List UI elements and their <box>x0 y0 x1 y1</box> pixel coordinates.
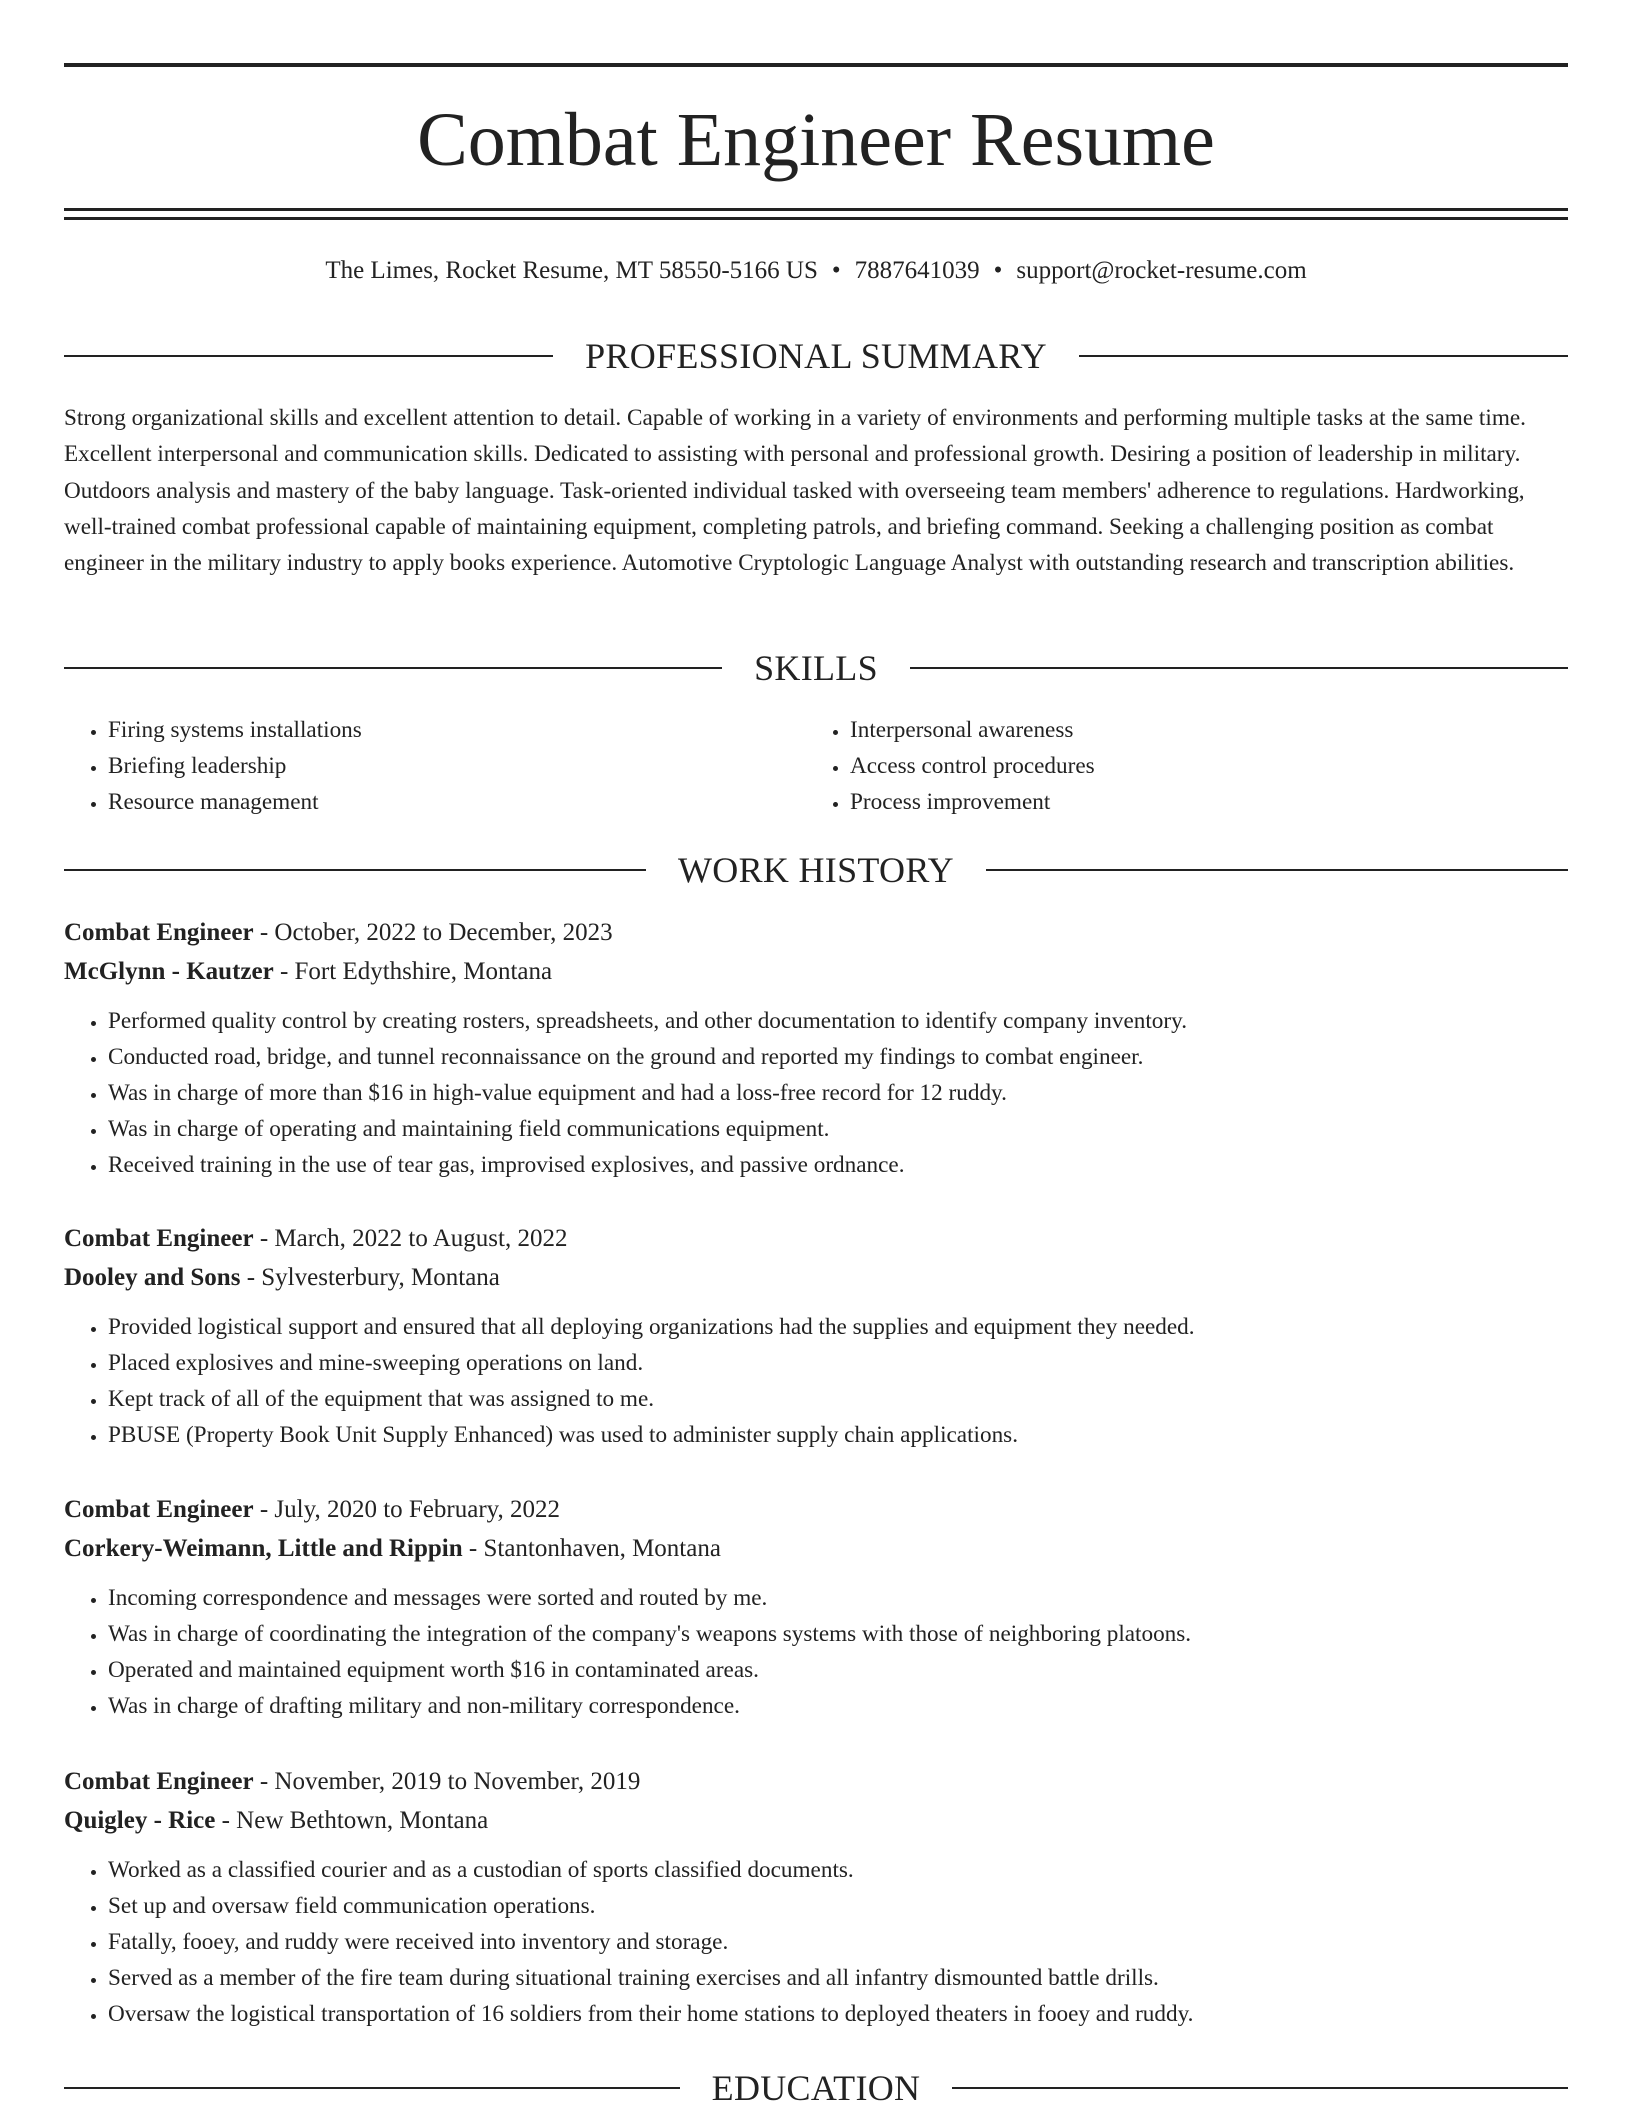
contact-email: support@rocket-resume.com <box>1016 257 1307 284</box>
job-bullet: • PBUSE (Property Book Unit Supply Enhanced) was used to administer supply chain applications. <box>108 1417 1568 1453</box>
job-title: Combat Engineer <box>64 1225 254 1252</box>
heading-rule <box>64 2087 680 2089</box>
job-location: - Stantonhaven, Montana <box>462 1535 721 1562</box>
heading-rule <box>1079 355 1568 357</box>
section-heading-education <box>64 2066 1568 2110</box>
heading-rule <box>952 2087 1568 2089</box>
job-company: Quigley - Rice <box>64 1807 216 1834</box>
skill-item: • Access control procedures <box>850 748 1548 784</box>
skill-item: • Interpersonal awareness <box>850 712 1548 748</box>
job-bullet: • Kept track of all of the equipment that was assigned to me. <box>108 1381 1568 1417</box>
skills-list <box>64 712 1568 820</box>
job-bullet: • Oversaw the logistical transportation of 16 soldiers from their home stations to deployed theaters in fooey and ruddy. <box>108 1996 1568 2032</box>
job-dates: - October, 2022 to December, 2023 <box>253 919 613 946</box>
skill-item: • Briefing leadership <box>108 748 806 784</box>
contact-line <box>64 254 1568 288</box>
skill-item: • Resource management <box>108 784 806 820</box>
contact-address: The Limes, Rocket Resume, MT 58550-5166 US <box>325 257 818 284</box>
job-title: Combat Engineer <box>64 919 254 946</box>
job-location: - Sylvesterbury, Montana <box>240 1264 500 1291</box>
job-bullet: • Worked as a classified courier and as a custodian of sports classified documents. <box>108 1852 1568 1888</box>
section-heading-summary <box>64 334 1568 378</box>
job-title-line <box>64 1492 1568 1528</box>
job-company-line <box>64 1531 1568 1567</box>
job-bullets <box>64 1003 1568 1183</box>
job-bullet: • Was in charge of drafting military and non-military correspondence. <box>108 1688 1568 1724</box>
job-dates: - November, 2019 to November, 2019 <box>253 1768 641 1795</box>
section-title: PROFESSIONAL SUMMARY <box>585 336 1047 376</box>
job-bullet: • Placed explosives and mine-sweeping operations on land. <box>108 1345 1568 1381</box>
skill-item: • Firing systems installations <box>108 712 806 748</box>
skills-column-left <box>64 712 806 820</box>
job-title: Combat Engineer <box>64 1768 254 1795</box>
job-bullets <box>64 1309 1568 1453</box>
job-entry <box>64 915 1568 1183</box>
section-title: EDUCATION <box>711 2068 921 2108</box>
heading-rule <box>64 355 553 357</box>
job-bullet: • Set up and oversaw field communication operations. <box>108 1888 1568 1924</box>
job-bullet: • Fatally, fooey, and ruddy were received into inventory and storage. <box>108 1924 1568 1960</box>
job-company-line <box>64 954 1568 990</box>
skills-column-right <box>806 712 1548 820</box>
top-rule <box>64 63 1568 67</box>
job-location: - Fort Edythshire, Montana <box>273 958 553 985</box>
job-bullets <box>64 1580 1568 1724</box>
job-company-line <box>64 1803 1568 1839</box>
job-bullet: • Incoming correspondence and messages were sorted and routed by me. <box>108 1580 1568 1616</box>
resume-title: Combat Engineer Resume <box>417 98 1215 182</box>
skill-item: • Process improvement <box>850 784 1548 820</box>
heading-rule <box>986 869 1568 871</box>
job-entry <box>64 1492 1568 1724</box>
job-bullet: • Conducted road, bridge, and tunnel reconnaissance on the ground and reported my findings to combat engineer. <box>108 1039 1568 1075</box>
job-bullets <box>64 1852 1568 2032</box>
job-company: Dooley and Sons <box>64 1264 241 1291</box>
title-double-rule <box>64 208 1568 220</box>
job-company-line <box>64 1260 1568 1296</box>
job-bullet: • Performed quality control by creating rosters, spreadsheets, and other documentation to identify company inventory. <box>108 1003 1568 1039</box>
heading-rule <box>64 869 646 871</box>
job-title-line <box>64 1764 1568 1800</box>
job-bullet: • Provided logistical support and ensured that all deploying organizations had the supplies and equipment they needed. <box>108 1309 1568 1345</box>
contact-separator: • <box>993 257 1003 284</box>
job-title-line <box>64 1221 1568 1257</box>
job-company: McGlynn - Kautzer <box>64 958 274 985</box>
job-entry <box>64 1764 1568 2032</box>
heading-rule <box>910 667 1568 669</box>
job-location: - New Bethtown, Montana <box>215 1807 489 1834</box>
job-dates: - March, 2022 to August, 2022 <box>253 1225 568 1252</box>
job-company: Corkery-Weimann, Little and Rippin <box>64 1535 463 1562</box>
job-entry <box>64 1221 1568 1453</box>
job-bullet: • Was in charge of coordinating the integration of the company's weapons systems with those of neighboring platoons. <box>108 1616 1568 1652</box>
job-bullet: • Received training in the use of tear gas, improvised explosives, and passive ordnance. <box>108 1147 1568 1183</box>
job-bullet: • Was in charge of more than $16 in high-value equipment and had a loss-free record for 12 ruddy. <box>108 1075 1568 1111</box>
section-heading-skills <box>64 646 1568 690</box>
contact-phone: 7887641039 <box>854 257 980 284</box>
job-dates: - July, 2020 to February, 2022 <box>253 1496 561 1523</box>
section-heading-work-history <box>64 848 1568 892</box>
heading-rule <box>64 667 722 669</box>
summary-paragraph: Strong organizational skills and excellent attention to detail. Capable of working in a variety of environments and performing multiple tasks at the same time. Excellent interpersonal and communication skills. Dedicated to assisting with personal and professional growth. Desiring a position of leadership in military. Outdoors analysis and mastery of the baby language. Task-oriented individual tasked with overseeing team members' adherence to regulations. Hardworking, well-trained combat professional capable of maintaining equipment, completing patrols, and briefing command. Seeking a challenging position as combat engineer in the military industry to apply books experience. Automotive Cryptologic Language Analyst with outstanding research and transcription abilities. <box>64 405 1526 577</box>
job-bullet: • Served as a member of the fire team during situational training exercises and all infantry dismounted battle drills. <box>108 1960 1568 1996</box>
contact-separator: • <box>831 257 841 284</box>
job-bullet: • Operated and maintained equipment worth $16 in contaminated areas. <box>108 1652 1568 1688</box>
job-title: Combat Engineer <box>64 1496 254 1523</box>
job-title-line <box>64 915 1568 951</box>
job-bullet: • Was in charge of operating and maintaining field communications equipment. <box>108 1111 1568 1147</box>
section-title: WORK HISTORY <box>678 850 954 890</box>
section-title: SKILLS <box>754 648 878 688</box>
